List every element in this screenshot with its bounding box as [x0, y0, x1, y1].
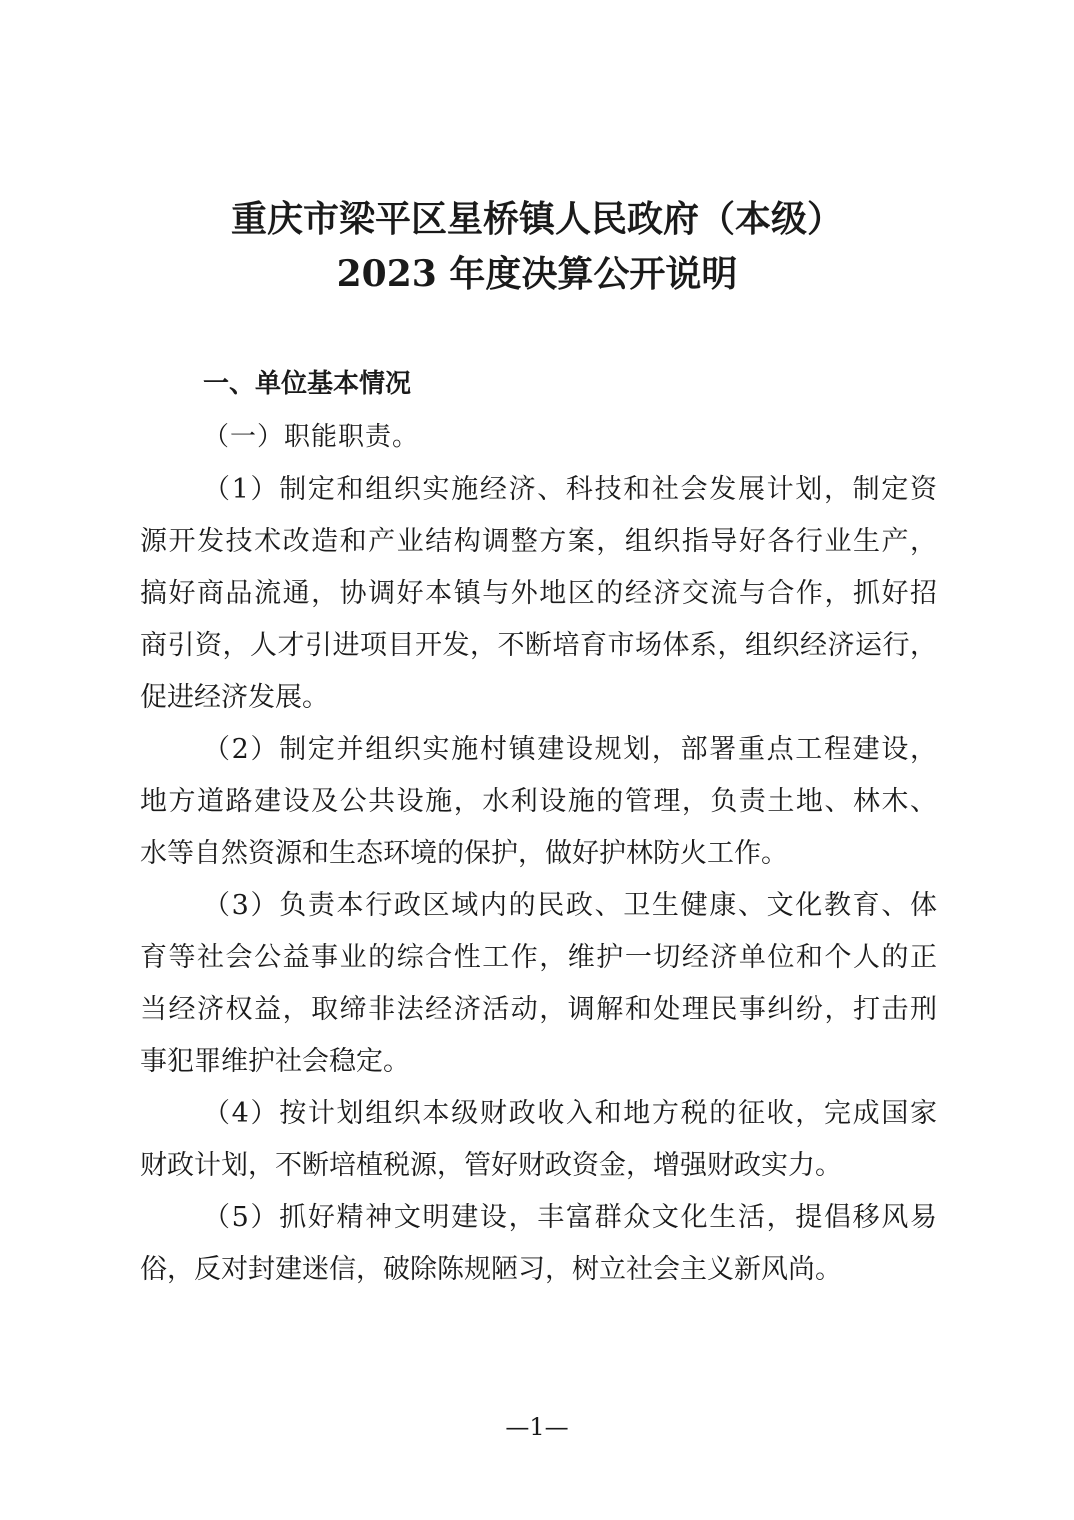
paragraph-line: 事犯罪维护社会稳定。 — [140, 1046, 410, 1077]
paragraph-line: （5）抓好精神文明建设，丰富群众文化生活，提倡移风易 — [203, 1202, 937, 1233]
paragraph-line: 商引资，人才引进项目开发，不断培育市场体系，组织经济运行， — [140, 630, 937, 661]
document-title-line2: 2023 年度决算公开说明 — [336, 253, 738, 295]
paragraph-line: 源开发技术改造和产业结构调整方案，组织指导好各行业生产， — [140, 526, 937, 557]
paragraph-line: 促进经济发展。 — [140, 682, 329, 713]
subsection-heading: （一）职能职责。 — [203, 422, 420, 452]
paragraph-line: （1）制定和组织实施经济、科技和社会发展计划，制定资 — [203, 474, 937, 505]
paragraph-line: 当经济权益，取缔非法经济活动，调解和处理民事纠纷，打击刑 — [140, 994, 937, 1025]
paragraph-line: （3）负责本行政区域内的民政、卫生健康、文化教育、体 — [203, 890, 937, 921]
document-title-line1: 重庆市梁平区星桥镇人民政府（本级） — [230, 198, 843, 240]
paragraph-line: 水等自然资源和生态环境的保护，做好护林防火工作。 — [140, 838, 788, 869]
paragraph-line: 地方道路建设及公共设施，水利设施的管理，负责土地、林木、 — [140, 786, 937, 817]
paragraph-line: 育等社会公益事业的综合性工作，维护一切经济单位和个人的正 — [140, 942, 937, 973]
paragraph-line: （2）制定并组织实施村镇建设规划，部署重点工程建设， — [203, 734, 937, 765]
page-number: —1— — [505, 1413, 569, 1441]
paragraph-line: （4）按计划组织本级财政收入和地方税的征收，完成国家 — [203, 1098, 937, 1129]
section-heading: 一、单位基本情况 — [203, 369, 412, 399]
paragraph-line: 俗，反对封建迷信，破除陈规陋习，树立社会主义新风尚。 — [140, 1254, 842, 1285]
paragraph-line: 财政计划，不断培植税源，管好财政资金，增强财政实力。 — [140, 1150, 842, 1181]
paragraph-line: 搞好商品流通，协调好本镇与外地区的经济交流与合作，抓好招 — [140, 578, 937, 609]
